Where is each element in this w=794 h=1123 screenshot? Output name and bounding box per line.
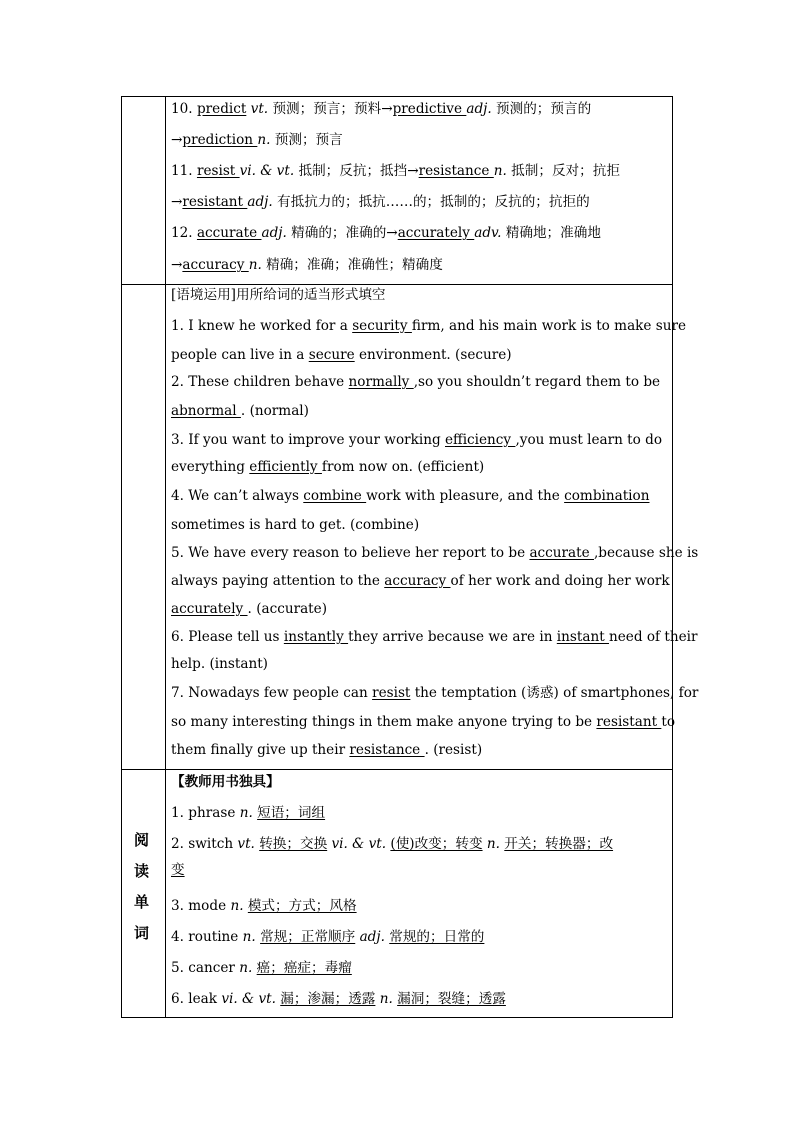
answer-blank: accurate [196,225,262,241]
answer-blank: accurately [397,225,475,241]
answer-blank: 转换；交换 [259,836,328,852]
text-run: work with pleasure, and the [366,488,565,504]
exercise-line [171,373,660,391]
vocab-line [171,193,590,211]
exercise-line [171,402,309,420]
vocab-line [171,100,591,118]
part-of-speech: adv. [474,225,502,241]
exercise-line [171,317,686,335]
text-run: 6. leak [171,991,222,1007]
text-run: . (normal) [240,403,309,419]
reading-words-section [171,769,668,1019]
reading-word-line [171,959,352,977]
text-run: 精确地；准确地 [501,225,601,241]
part-of-speech: n. [230,898,244,914]
text-run: environment. (secure) [354,347,512,363]
part-of-speech: n. [248,257,262,273]
text-run: 5. cancer [171,960,240,976]
text-run: 精确的；准确的→ [286,225,398,241]
vocab-line [171,162,620,180]
text-run: 5. We have every reason to believe her report to be [171,545,530,561]
part-of-speech: adj. [247,194,273,210]
answer-blank: resistance [418,163,494,179]
answer-blank: 常规；正常顺序 [260,929,356,945]
answer-blank: 短语；词组 [257,805,326,821]
answer-blank: 开关；转换器；改 [504,836,614,852]
text-run: 精确；准确；准确性；精确度 [261,257,443,273]
part-of-speech: adj. [261,225,287,241]
reading-words-label [122,769,165,1017]
part-of-speech: adj. [359,929,385,945]
exercise-line [171,516,419,534]
text-run: ,so you shouldn’t regard them to be [413,374,661,390]
answer-blank: secure [308,347,355,363]
answer-blank: resistant [596,714,662,730]
reading-word-line [171,861,185,879]
text-run: 10. [171,101,197,117]
part-of-speech: vi. & vt. [221,991,276,1007]
answer-blank: efficiently [249,459,322,475]
text-run: → [171,132,183,148]
text-run: so many interesting things in them make anyone trying to be [171,714,597,730]
text-run: 抵制；反对；抗拒 [506,163,620,179]
part-of-speech: vi. & vt. [239,163,295,179]
text-run: 预测的；预言的 [491,101,592,117]
exercise-line [171,572,670,590]
text-run: sometimes is hard to get. (combine) [171,517,420,533]
answer-blank: combination [564,488,650,504]
text-run: 7. Nowadays few people can [171,685,373,701]
exercise-line [171,628,698,646]
text-run: 11. [171,163,197,179]
part-of-speech: n. [242,929,256,945]
exercise-line [171,487,649,505]
answer-blank: accurately [171,601,248,617]
context-exercise-section [171,284,699,769]
part-of-speech: n. [239,805,253,821]
exercise-line [171,544,698,562]
answer-blank: instantly [283,629,349,645]
exercise-line [171,713,675,731]
text-run: → [171,257,183,273]
text-run: always paying attention to the [171,573,385,589]
part-of-speech: n. [486,836,500,852]
text-run: firm, and his main work is to make sure [411,318,687,334]
part-of-speech: n. [257,132,271,148]
exercise-line [171,458,484,476]
exercise-line [171,431,662,449]
text-run: → [171,194,183,210]
teacher-heading: 【教师用书独具】 [171,774,280,790]
column-divider [165,97,166,1017]
answer-blank: resistance [349,742,425,758]
answer-blank: 常规的；日常的 [389,929,485,945]
text-run: from now on. (efficient) [321,459,485,475]
part-of-speech: n. [379,991,393,1007]
answer-blank: accuracy [182,257,249,273]
text-run: . (accurate) [247,601,327,617]
text-run: 2. switch [171,836,238,852]
word-forms-section [171,97,668,284]
text-run: to [661,714,676,730]
text-run: of her work and doing her work [450,573,670,589]
vocabulary-table [121,96,699,1018]
side-label-char: 读 [134,862,150,880]
text-run: 3. mode [171,898,231,914]
text-run: 1. phrase [171,805,240,821]
text-run: 6. Please tell us [171,629,284,645]
reading-word-line [171,804,325,822]
text-run: them finally give up their [171,742,350,758]
text-run: 4. routine [171,929,243,945]
text-run: help. (instant) [171,656,268,672]
text-run: the temptation (诱惑) of smartphones, for [410,685,699,701]
answer-blank: combine [303,488,367,504]
text-run: 1. I knew he worked for a [171,318,353,334]
part-of-speech: n. [239,960,253,976]
side-label-char: 阅 [134,831,150,849]
exercise-line [171,684,698,702]
reading-word-line [171,897,357,915]
text-run: 抵制；反抗；抵挡→ [294,163,419,179]
text-run: they arrive because we are in [348,629,557,645]
answer-blank: 癌；癌症；毒瘤 [256,960,352,976]
text-run: ,because she is [593,545,699,561]
text-run: 4. We can’t always [171,488,304,504]
answer-blank: 变 [171,862,185,878]
part-of-speech: n. [493,163,507,179]
text-run: 有抵抗力的；抵抗……的；抵制的；反抗的；抗拒的 [272,194,590,210]
exercise-line [171,600,327,618]
answer-blank: 漏；渗漏；透露 [280,991,376,1007]
text-run: 12. [171,225,197,241]
exercise-heading [171,286,386,304]
text-run: everything [171,459,250,475]
answer-blank: prediction [182,132,258,148]
answer-blank: resist [196,163,240,179]
reading-word-line [171,835,613,853]
answer-blank: predictive [392,101,467,117]
text-run: . (resist) [424,742,483,758]
text-run: 2. These children behave [171,374,349,390]
part-of-speech: vi. & vt. [331,836,387,852]
part-of-speech: adj. [466,101,492,117]
vocab-line [171,131,343,149]
vocab-line [171,256,443,274]
answer-blank: 模式；方式；风格 [247,898,357,914]
answer-blank: resist [372,685,411,701]
text-run: 预测；预言 [270,132,343,148]
exercise-line [171,346,512,364]
part-of-speech: vt. [237,836,255,852]
answer-blank: accurate [529,545,594,561]
part-of-speech: vt. [250,101,269,117]
answer-blank: abnormal [171,403,241,419]
reading-word-line [171,928,484,946]
answer-blank: security [352,318,412,334]
side-label-char: 词 [134,924,150,942]
text-run: 3. If you want to improve your working [171,432,445,448]
exercise-line [171,741,482,759]
answer-blank: accuracy [384,573,451,589]
answer-blank: instant [556,629,609,645]
text-run: 预测；预言；预料→ [268,101,393,117]
text-run: [语境运用]用所给词的适当形式填空 [171,287,386,303]
answer-blank: normally [348,374,414,390]
exercise-line [171,655,268,673]
side-label-char: 单 [134,893,150,911]
answer-blank: resistant [182,194,248,210]
answer-blank: 漏洞；裂缝；透露 [397,991,506,1007]
reading-word-line [171,990,506,1008]
answer-blank: (使)改变；转变 [390,836,483,852]
text-run: ,you must learn to do [515,432,663,448]
text-run: need of their [608,629,698,645]
answer-blank: efficiency [445,432,516,448]
text-run: people can live in a [171,347,309,363]
answer-blank: predict [196,101,247,117]
vocab-line [171,224,601,242]
